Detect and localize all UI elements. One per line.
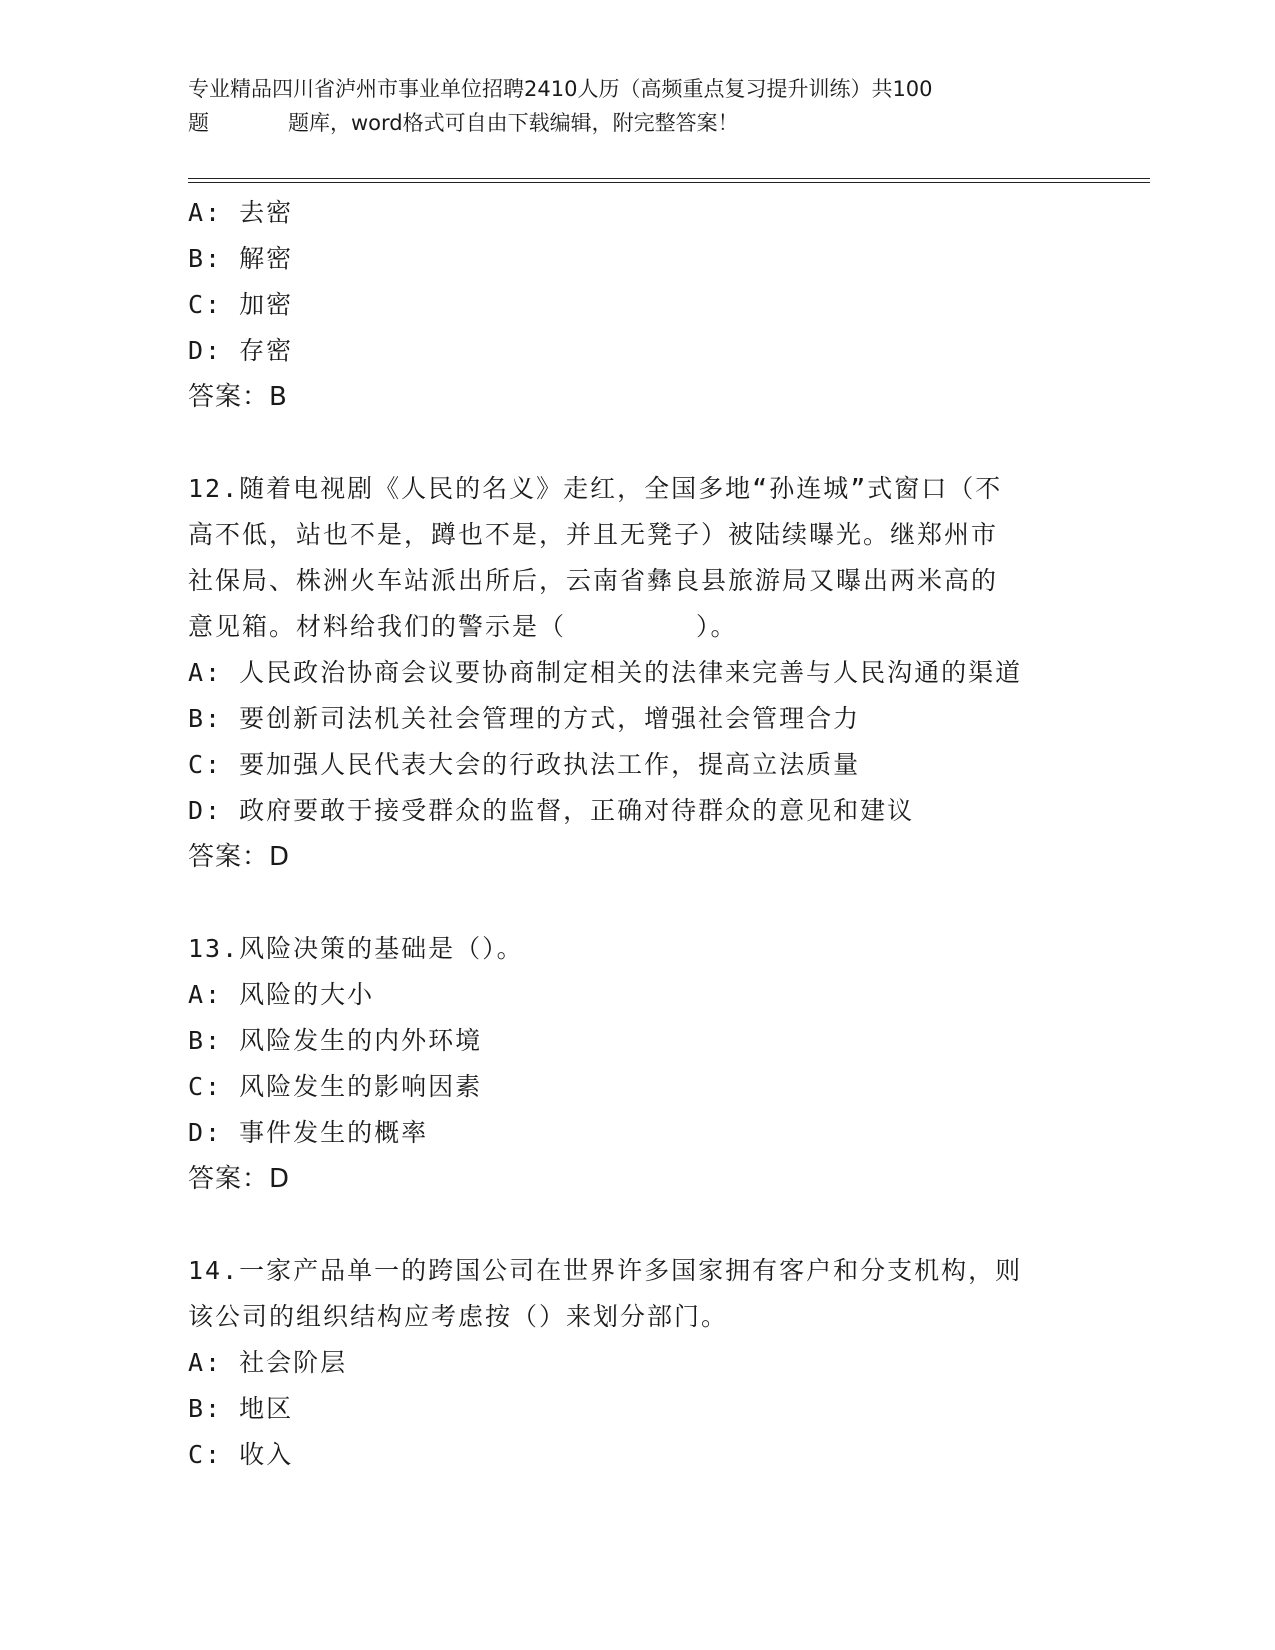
header-title-line: 专业精品四川省泸州市事业单位招聘2410人历（高频重点复习提升训练）共100 — [188, 77, 933, 101]
option-d: D: 存密 — [188, 336, 294, 365]
option-b: B: 地区 — [188, 1394, 294, 1423]
option-c: C: 加密 — [188, 290, 294, 319]
option-b: B: 解密 — [188, 244, 294, 273]
option-d: D: 政府要敢于接受群众的监督，正确对待群众的意见和建议 — [188, 796, 915, 825]
option-c: C: 风险发生的影响因素 — [188, 1072, 483, 1101]
question-list — [188, 190, 1088, 1478]
spacer — [188, 880, 1088, 926]
question-14 — [188, 1248, 1088, 1478]
question-text-pre: 意见箱。材料给我们的警示是（ — [188, 612, 567, 641]
option-b: B: 风险发生的内外环境 — [188, 1026, 483, 1055]
question-text-post: ）。 — [696, 612, 738, 641]
header-divider-top — [188, 178, 1150, 179]
question-11 — [188, 190, 1088, 420]
answer-line: 答案：D — [188, 842, 291, 872]
question-12 — [188, 466, 1088, 880]
question-13 — [188, 926, 1088, 1202]
header-divider-bottom — [188, 182, 1150, 183]
question-text-line: 该公司的组织结构应考虑按（）来划分部门。 — [188, 1302, 729, 1331]
answer-line: 答案：D — [188, 1164, 291, 1194]
header-label: 题 — [188, 111, 209, 135]
option-b: B: 要创新司法机关社会管理的方式，增强社会管理合力 — [188, 704, 861, 733]
header-subtitle-text: 题库，word格式可自由下载编辑，附完整答案！ — [288, 111, 739, 135]
spacer — [188, 420, 1088, 466]
question-text-line — [188, 604, 1088, 650]
question-text-line: 12.随着电视剧《人民的名义》走红，全国多地“孙连城”式窗口（不 — [188, 474, 1003, 503]
question-text-line: 社保局、株洲火车站派出所后，云南省彝良县旅游局又曝出两米高的 — [188, 566, 999, 595]
answer-line: 答案：B — [188, 382, 288, 412]
option-c: C: 收入 — [188, 1440, 294, 1469]
option-a: A: 人民政治协商会议要协商制定相关的法律来完善与人民沟通的渠道 — [188, 658, 1023, 687]
option-a: A: 风险的大小 — [188, 980, 375, 1009]
option-a: A: 去密 — [188, 198, 294, 227]
spacer — [188, 1202, 1088, 1248]
option-c: C: 要加强人民代表大会的行政执法工作，提高立法质量 — [188, 750, 861, 779]
question-text-line: 高不低，站也不是，蹲也不是，并且无凳子）被陆续曝光。继郑州市 — [188, 520, 999, 549]
question-text-line: 13.风险决策的基础是（）。 — [188, 934, 524, 963]
document-header — [188, 72, 1148, 140]
option-a: A: 社会阶层 — [188, 1348, 348, 1377]
option-d: D: 事件发生的概率 — [188, 1118, 429, 1147]
header-subtitle-line — [188, 106, 1148, 140]
question-text-line: 14.一家产品单一的跨国公司在世界许多国家拥有客户和分支机构，则 — [188, 1256, 1023, 1285]
